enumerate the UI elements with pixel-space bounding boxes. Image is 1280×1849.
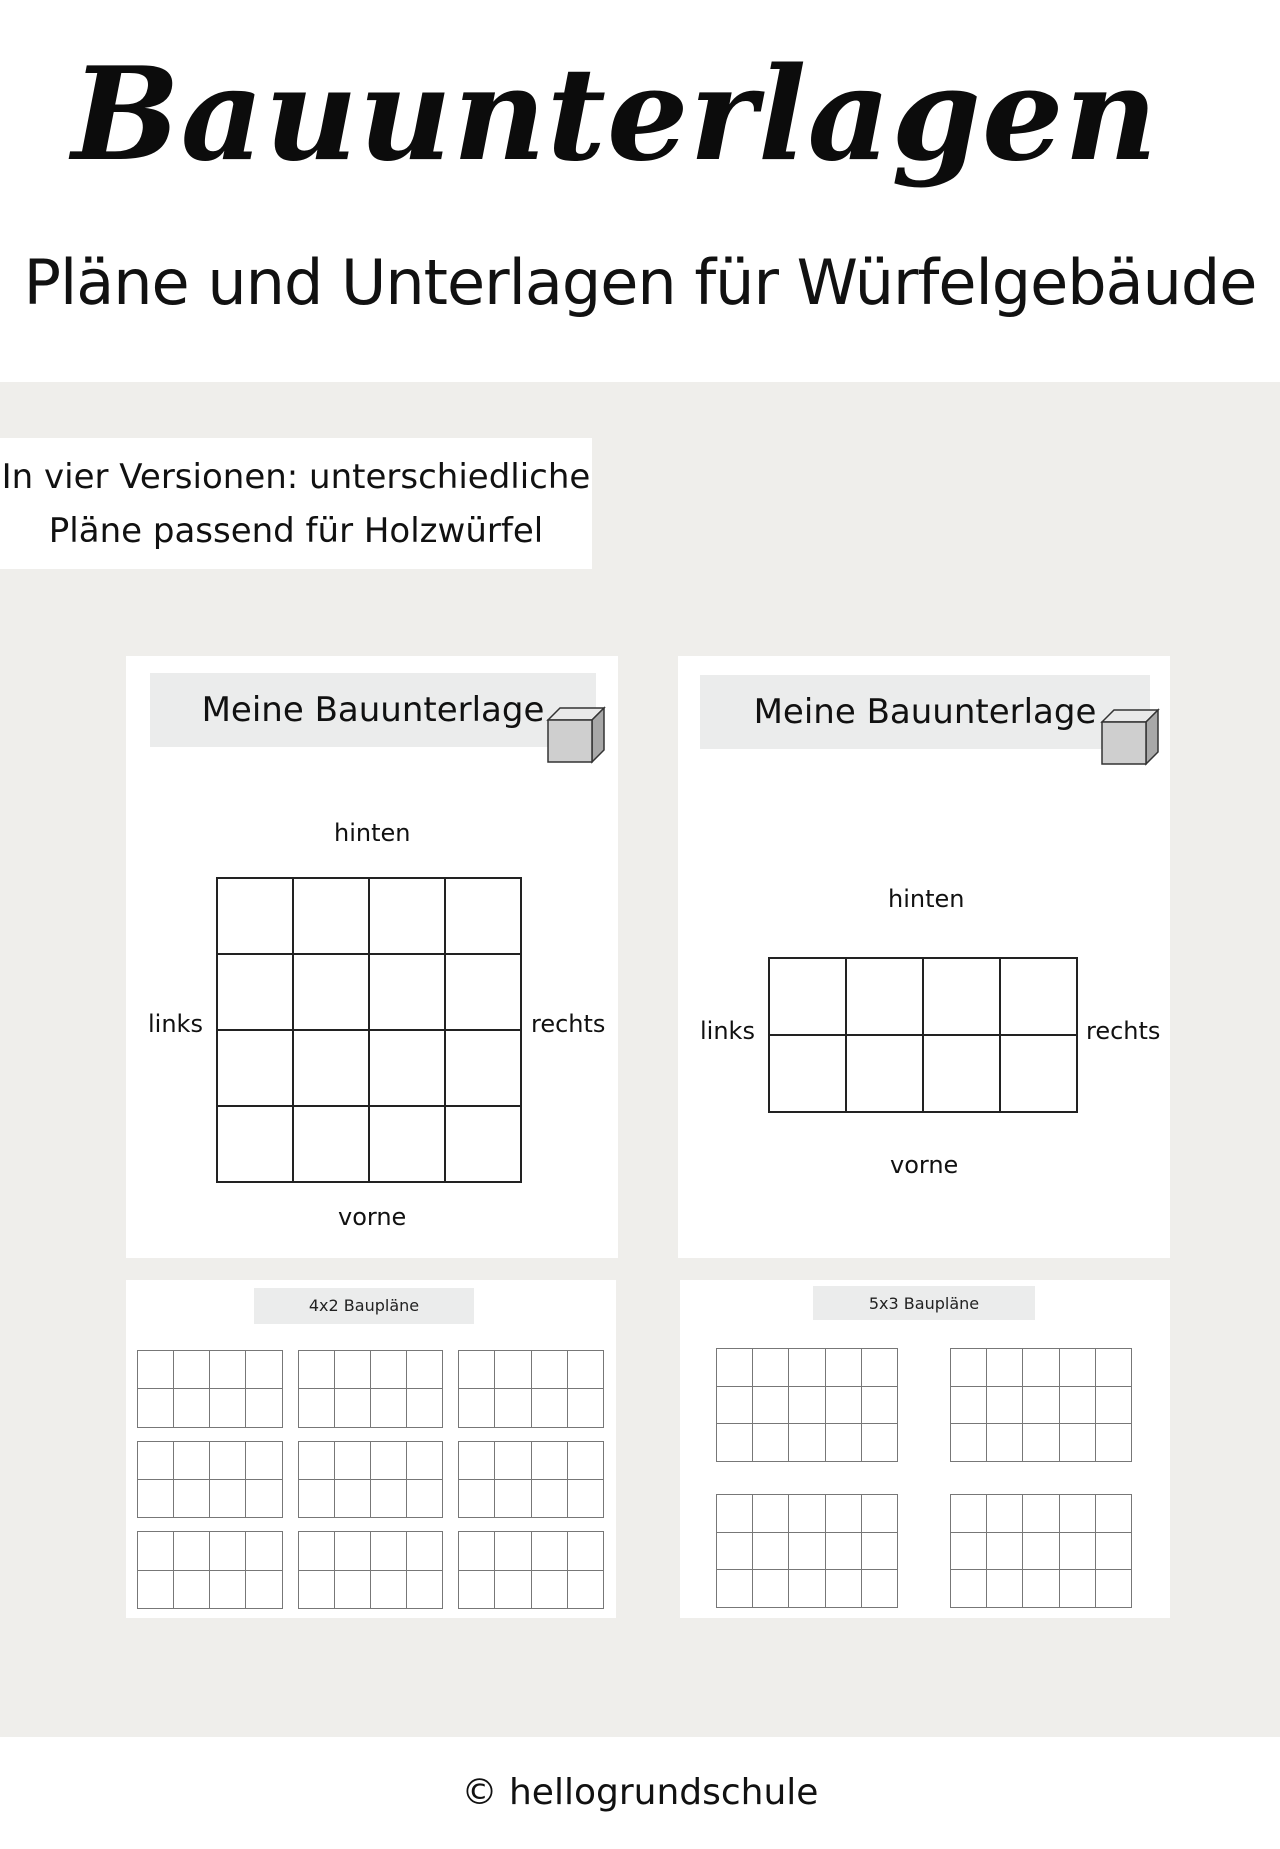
- mini-grid-cell: [138, 1441, 174, 1479]
- mini-grid-cell: [1059, 1532, 1095, 1570]
- grid-cell: [293, 1030, 369, 1106]
- mini-grid-cell: [753, 1495, 789, 1533]
- label-links: links: [148, 1010, 203, 1038]
- mini-grid-cell: [1095, 1386, 1131, 1424]
- grid-cell: [217, 1030, 293, 1106]
- bauunterlage-grid: [768, 957, 1078, 1113]
- mini-grid-cell: [567, 1479, 603, 1517]
- grid-cell: [923, 1035, 1000, 1112]
- mini-grid-cell: [753, 1386, 789, 1424]
- info-line-2: Pläne passend für Holzwürfel: [48, 511, 544, 551]
- plan-sheet-title: 4x2 Baupläne: [254, 1288, 474, 1324]
- mini-grid-cell: [1023, 1532, 1059, 1570]
- grid-cell: [445, 878, 521, 954]
- grid-cell: [369, 1030, 445, 1106]
- grid-cell: [293, 878, 369, 954]
- mini-plan-grid: [950, 1494, 1132, 1608]
- mini-grid-cell: [370, 1389, 406, 1427]
- mini-grid-cell: [825, 1570, 861, 1608]
- info-line-1: In vier Versionen: unterschiedliche: [1, 457, 591, 497]
- mini-grid-cell: [567, 1570, 603, 1608]
- mini-grid-cell: [789, 1424, 825, 1462]
- mini-plan-grid: [298, 1350, 444, 1428]
- mini-grid-cell: [987, 1386, 1023, 1424]
- grid-cell: [1000, 1035, 1077, 1112]
- mini-grid-cell: [951, 1570, 987, 1608]
- grid-cell: [846, 958, 923, 1035]
- mini-grid-cell: [298, 1389, 334, 1427]
- mini-grid-cell: [1023, 1495, 1059, 1533]
- mini-grid-cell: [1023, 1570, 1059, 1608]
- grid-cell: [445, 1030, 521, 1106]
- grid-cell: [217, 954, 293, 1030]
- mini-grid-cell: [174, 1351, 210, 1389]
- plan-grid-area: [716, 1348, 1136, 1610]
- mini-grid-cell: [334, 1441, 370, 1479]
- mini-grid-cell: [1023, 1349, 1059, 1387]
- mini-grid-cell: [174, 1532, 210, 1570]
- mini-grid-cell: [1095, 1570, 1131, 1608]
- mini-grid-cell: [407, 1479, 443, 1517]
- grid-cell: [293, 1106, 369, 1182]
- footer-credit: © hellogrundschule: [461, 1772, 819, 1813]
- mini-grid-cell: [334, 1351, 370, 1389]
- mini-grid-cell: [987, 1532, 1023, 1570]
- mini-grid-cell: [210, 1479, 246, 1517]
- mini-grid-cell: [459, 1441, 495, 1479]
- mini-grid-cell: [753, 1532, 789, 1570]
- grid-cell: [923, 958, 1000, 1035]
- mini-grid-cell: [1095, 1349, 1131, 1387]
- mini-grid-cell: [495, 1479, 531, 1517]
- mini-grid-cell: [825, 1386, 861, 1424]
- label-links: links: [700, 1017, 755, 1045]
- mini-grid-cell: [138, 1479, 174, 1517]
- grid-cell: [217, 1106, 293, 1182]
- mini-grid-cell: [459, 1532, 495, 1570]
- mini-grid-cell: [174, 1441, 210, 1479]
- page-title: Bauunterlagen: [71, 40, 1159, 190]
- mini-grid-cell: [138, 1532, 174, 1570]
- mini-grid-cell: [1059, 1349, 1095, 1387]
- mini-grid-cell: [567, 1441, 603, 1479]
- bauunterlage-grid: [216, 877, 522, 1183]
- mini-grid-cell: [246, 1570, 282, 1608]
- grid-cell: [369, 1106, 445, 1182]
- cube-icon: [1100, 706, 1162, 768]
- mini-grid-cell: [246, 1479, 282, 1517]
- grid-cell: [369, 878, 445, 954]
- mini-grid-cell: [531, 1441, 567, 1479]
- mini-grid-cell: [334, 1389, 370, 1427]
- plan-sheet-5x3: [680, 1280, 1170, 1618]
- mini-grid-cell: [951, 1532, 987, 1570]
- mini-grid-cell: [861, 1424, 897, 1462]
- mini-grid-cell: [370, 1532, 406, 1570]
- mini-grid-cell: [1059, 1495, 1095, 1533]
- mini-grid-cell: [210, 1570, 246, 1608]
- mini-grid-cell: [1095, 1495, 1131, 1533]
- mini-grid-cell: [951, 1386, 987, 1424]
- mini-grid-cell: [407, 1532, 443, 1570]
- mini-grid-cell: [717, 1424, 753, 1462]
- mini-grid-cell: [370, 1441, 406, 1479]
- mini-grid-cell: [753, 1424, 789, 1462]
- mini-grid-cell: [717, 1495, 753, 1533]
- mini-grid-cell: [825, 1495, 861, 1533]
- mini-plan-grid: [950, 1348, 1132, 1462]
- mini-plan-grid: [458, 1441, 604, 1519]
- grid-cell: [846, 1035, 923, 1112]
- mini-grid-cell: [717, 1532, 753, 1570]
- mini-grid-cell: [951, 1424, 987, 1462]
- mini-grid-cell: [298, 1532, 334, 1570]
- mini-grid-cell: [1095, 1532, 1131, 1570]
- mini-grid-cell: [407, 1351, 443, 1389]
- mini-grid-cell: [567, 1532, 603, 1570]
- label-hinten: hinten: [888, 885, 965, 913]
- mini-grid-cell: [825, 1349, 861, 1387]
- mini-grid-cell: [246, 1441, 282, 1479]
- mini-grid-cell: [407, 1389, 443, 1427]
- mini-plan-grid: [137, 1531, 283, 1609]
- mini-plan-grid: [458, 1350, 604, 1428]
- grid-cell: [369, 954, 445, 1030]
- mini-grid-cell: [825, 1424, 861, 1462]
- mini-grid-cell: [138, 1351, 174, 1389]
- mini-grid-cell: [459, 1351, 495, 1389]
- mini-grid-cell: [1023, 1424, 1059, 1462]
- mini-grid-cell: [753, 1570, 789, 1608]
- grid-cell: [217, 878, 293, 954]
- plan-sheet-title: 5x3 Baupläne: [813, 1286, 1035, 1320]
- mini-grid-cell: [495, 1570, 531, 1608]
- mini-grid-cell: [789, 1386, 825, 1424]
- mini-grid-cell: [717, 1386, 753, 1424]
- mini-grid-cell: [370, 1351, 406, 1389]
- mini-grid-cell: [370, 1479, 406, 1517]
- grid-cell: [769, 958, 846, 1035]
- mini-grid-cell: [717, 1349, 753, 1387]
- mini-grid-cell: [753, 1349, 789, 1387]
- mini-grid-cell: [987, 1495, 1023, 1533]
- mini-grid-cell: [1095, 1424, 1131, 1462]
- mini-grid-cell: [495, 1351, 531, 1389]
- mini-grid-cell: [531, 1479, 567, 1517]
- mini-grid-cell: [717, 1570, 753, 1608]
- mini-grid-cell: [987, 1349, 1023, 1387]
- grid-cell: [769, 1035, 846, 1112]
- mini-grid-cell: [987, 1424, 1023, 1462]
- mini-grid-cell: [334, 1479, 370, 1517]
- mini-grid-cell: [298, 1570, 334, 1608]
- mini-grid-cell: [861, 1495, 897, 1533]
- mini-grid-cell: [138, 1389, 174, 1427]
- label-vorne: vorne: [338, 1203, 407, 1231]
- mini-grid-cell: [1059, 1424, 1095, 1462]
- mini-grid-cell: [825, 1532, 861, 1570]
- page-subtitle: Pläne und Unterlagen für Würfelgebäude: [23, 246, 1257, 319]
- mini-grid-cell: [495, 1389, 531, 1427]
- mini-grid-cell: [495, 1441, 531, 1479]
- mini-grid-cell: [407, 1441, 443, 1479]
- mini-grid-cell: [210, 1351, 246, 1389]
- mini-grid-cell: [246, 1351, 282, 1389]
- mini-grid-cell: [459, 1479, 495, 1517]
- grid-cell: [445, 954, 521, 1030]
- mini-grid-cell: [531, 1532, 567, 1570]
- mini-plan-grid: [298, 1531, 444, 1609]
- cube-icon: [546, 704, 608, 766]
- mini-grid-cell: [210, 1532, 246, 1570]
- mini-plan-grid: [137, 1350, 283, 1428]
- plan-sheet-4x2: [126, 1280, 616, 1618]
- plan-grid-area: [137, 1350, 607, 1610]
- mini-plan-grid: [458, 1531, 604, 1609]
- mini-grid-cell: [531, 1389, 567, 1427]
- mini-grid-cell: [298, 1441, 334, 1479]
- mini-grid-cell: [951, 1495, 987, 1533]
- bauunterlage-card-4x2: [678, 656, 1170, 1258]
- mini-plan-grid: [298, 1441, 444, 1519]
- mini-grid-cell: [1023, 1386, 1059, 1424]
- mini-grid-cell: [987, 1570, 1023, 1608]
- mini-grid-cell: [459, 1570, 495, 1608]
- mini-grid-cell: [298, 1479, 334, 1517]
- label-rechts: rechts: [531, 1010, 606, 1038]
- info-box: [0, 438, 592, 569]
- mini-grid-cell: [174, 1479, 210, 1517]
- label-vorne: vorne: [890, 1151, 959, 1179]
- mini-grid-cell: [138, 1570, 174, 1608]
- mini-grid-cell: [334, 1532, 370, 1570]
- mini-grid-cell: [174, 1570, 210, 1608]
- mini-grid-cell: [567, 1351, 603, 1389]
- mini-grid-cell: [789, 1570, 825, 1608]
- bauunterlage-card-4x4: [126, 656, 618, 1258]
- mini-grid-cell: [531, 1351, 567, 1389]
- label-rechts: rechts: [1086, 1017, 1161, 1045]
- mini-grid-cell: [861, 1532, 897, 1570]
- mini-grid-cell: [951, 1349, 987, 1387]
- mini-grid-cell: [495, 1532, 531, 1570]
- mini-grid-cell: [531, 1570, 567, 1608]
- mini-grid-cell: [1059, 1386, 1095, 1424]
- mini-plan-grid: [137, 1441, 283, 1519]
- mini-grid-cell: [298, 1351, 334, 1389]
- mini-plan-grid: [716, 1348, 898, 1462]
- mini-grid-cell: [1059, 1570, 1095, 1608]
- mini-grid-cell: [334, 1570, 370, 1608]
- mini-grid-cell: [567, 1389, 603, 1427]
- mini-grid-cell: [861, 1386, 897, 1424]
- grid-cell: [1000, 958, 1077, 1035]
- mini-grid-cell: [789, 1532, 825, 1570]
- mini-grid-cell: [210, 1441, 246, 1479]
- label-hinten: hinten: [334, 819, 411, 847]
- mini-grid-cell: [861, 1570, 897, 1608]
- mini-grid-cell: [459, 1389, 495, 1427]
- mini-grid-cell: [789, 1495, 825, 1533]
- mini-grid-cell: [246, 1532, 282, 1570]
- grid-cell: [293, 954, 369, 1030]
- card-header: Meine Bauunterlage: [700, 675, 1150, 749]
- mini-grid-cell: [370, 1570, 406, 1608]
- mini-grid-cell: [210, 1389, 246, 1427]
- grid-cell: [445, 1106, 521, 1182]
- mini-grid-cell: [246, 1389, 282, 1427]
- mini-grid-cell: [861, 1349, 897, 1387]
- card-header: Meine Bauunterlage: [150, 673, 596, 747]
- mini-grid-cell: [789, 1349, 825, 1387]
- mini-grid-cell: [407, 1570, 443, 1608]
- mini-plan-grid: [716, 1494, 898, 1608]
- mini-grid-cell: [174, 1389, 210, 1427]
